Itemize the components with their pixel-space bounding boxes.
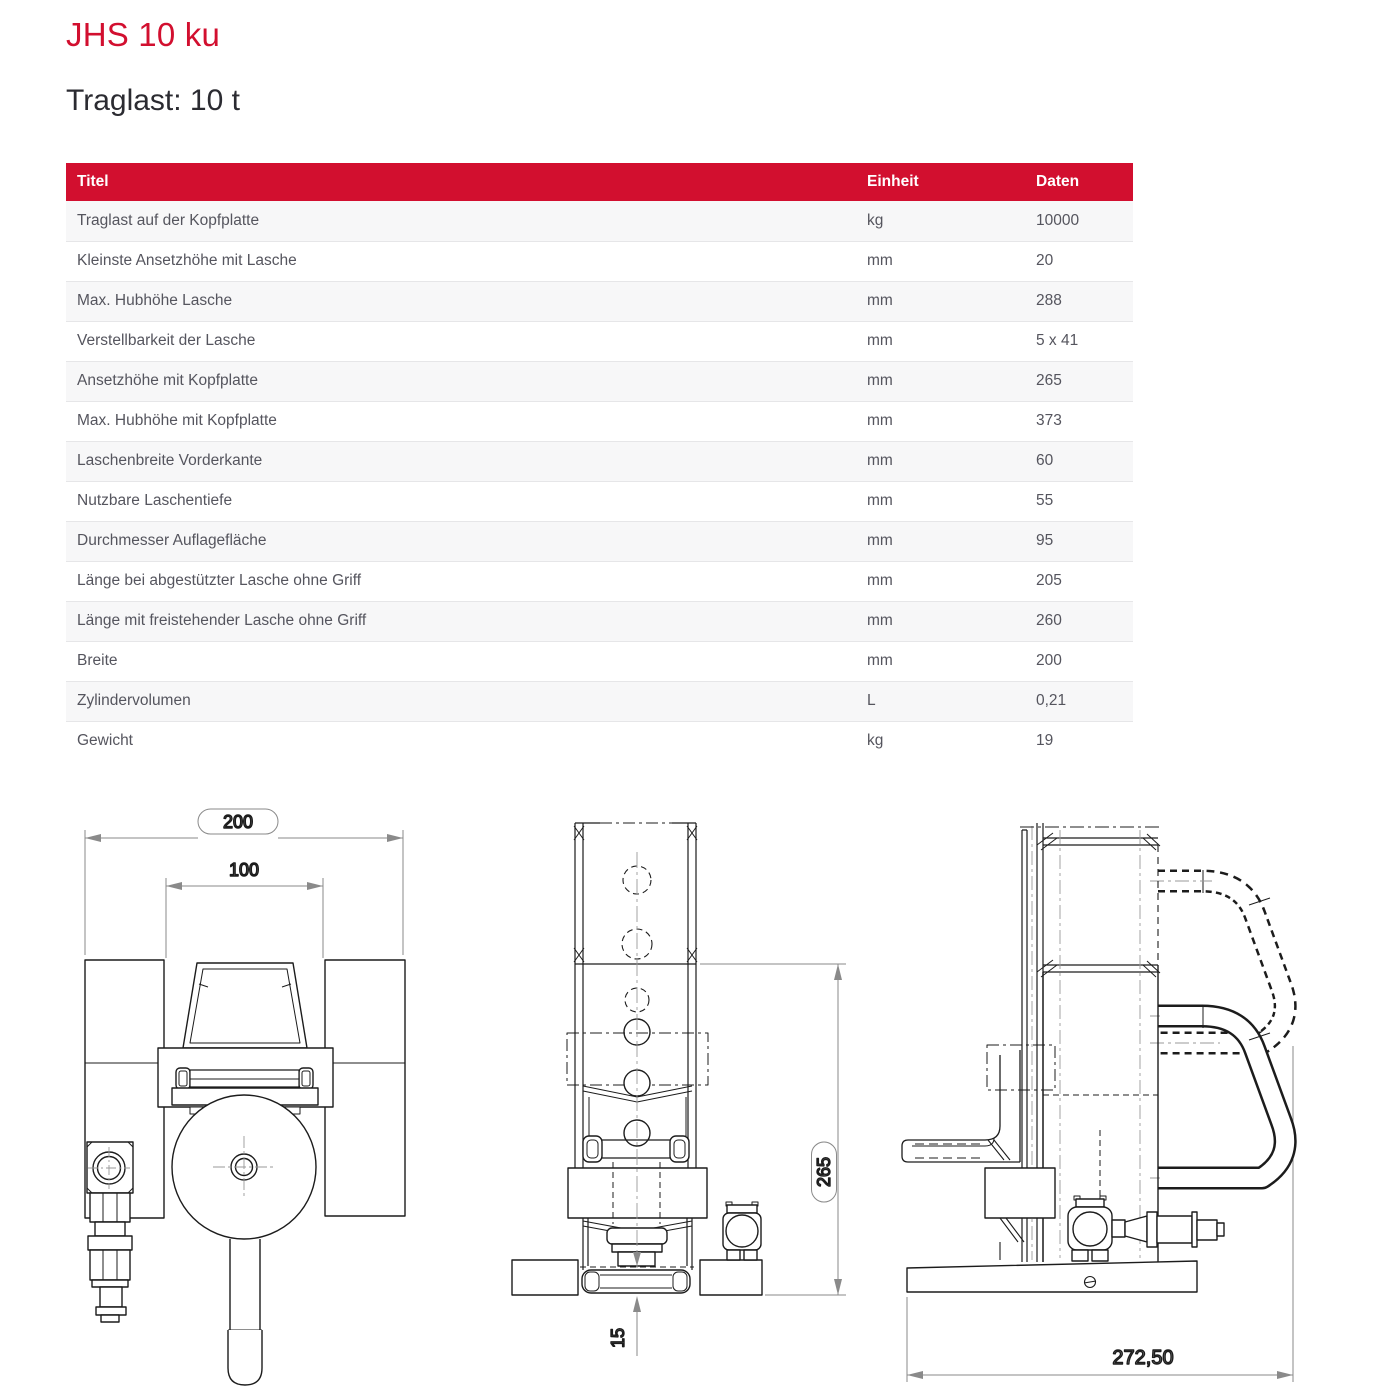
dim-top-width-plate: 100 xyxy=(228,860,260,880)
table-row: Verstellbarkeit der Lasche mm 5 x 41 xyxy=(66,321,1133,361)
table-row: Max. Hubhöhe mit Kopfplatte mm 373 xyxy=(66,401,1133,441)
page-title: JHS 10 ku xyxy=(66,16,221,53)
table-row: Kleinste Ansetzhöhe mit Lasche mm 20 xyxy=(66,241,1133,281)
dim-top-width-total: 200 xyxy=(222,812,254,832)
dim-front-claw-height: 15 xyxy=(608,1327,628,1349)
valve-assembly-top-view xyxy=(87,1142,133,1322)
page-subtitle: Traglast: 10 t xyxy=(66,84,240,117)
table-row: Traglast auf der Kopfplatte kg 10000 xyxy=(66,201,1133,241)
table-row: Zylindervolumen L 0,21 xyxy=(66,681,1133,721)
table-row: Max. Hubhöhe Lasche mm 288 xyxy=(66,281,1133,321)
table-row: Durchmesser Auflagefläche mm 95 xyxy=(66,521,1133,561)
table-row: Länge bei abgestützter Lasche ohne Griff mm 205 xyxy=(66,561,1133,601)
drawing-front-view xyxy=(512,823,846,1356)
table-row: Gewicht kg 19 xyxy=(66,721,1133,761)
valve-front-view xyxy=(723,1202,761,1260)
table-row: Laschenbreite Vorderkante mm 60 xyxy=(66,441,1133,481)
table-row: Nutzbare Laschentiefe mm 55 xyxy=(66,481,1133,521)
table-row: Länge mit freistehender Lasche ohne Griff mm 260 xyxy=(66,601,1133,641)
dim-side-length: 272,50 xyxy=(1112,1347,1174,1369)
table-row: Ansetzhöhe mit Kopfplatte mm 265 xyxy=(66,361,1133,401)
col-value: Daten xyxy=(1025,163,1133,201)
drawing-side-view xyxy=(902,823,1293,1382)
dim-front-height: 265 xyxy=(814,1156,834,1188)
col-title: Titel xyxy=(66,163,856,201)
col-unit: Einheit xyxy=(856,163,1025,201)
table-row: Breite mm 200 xyxy=(66,641,1133,681)
drawing-top-view xyxy=(85,809,405,1385)
